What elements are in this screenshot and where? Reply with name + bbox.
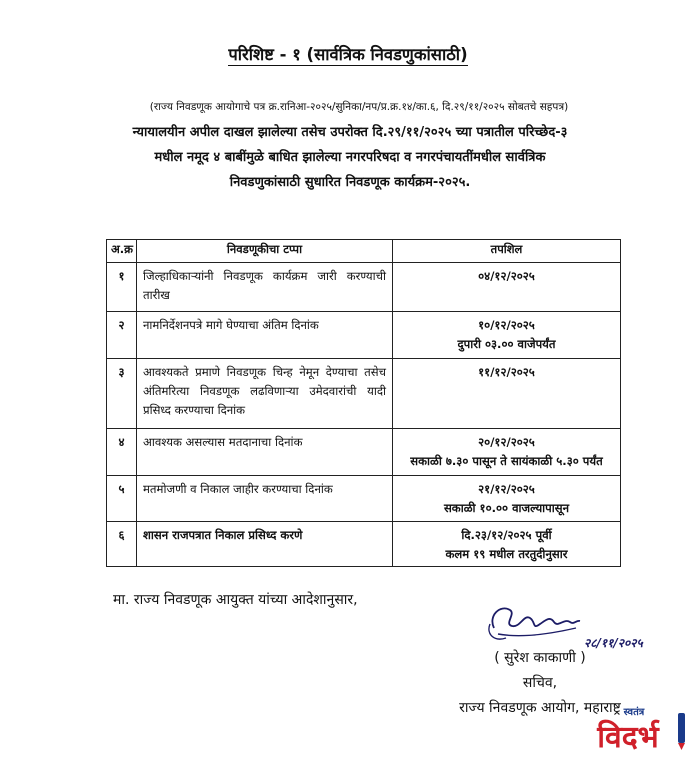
table-row [107, 476, 621, 522]
watermark-big-text: विदर्भ [597, 720, 659, 753]
table-row [107, 312, 621, 359]
row-detail [393, 522, 621, 567]
table-row [107, 263, 621, 312]
row-detail-line: २०/१२/२०२५ [478, 435, 535, 449]
row-number: २ [107, 312, 137, 359]
row-detail-line: कलम १९ मधील तरतुदीनुसार [445, 547, 568, 561]
election-schedule-table [106, 239, 621, 567]
row-number: ५ [107, 476, 137, 522]
row-stage: जिल्हाधिकाऱ्यांनी निवडणूक कार्यक्रम जारी करण्याची तारीख [137, 263, 393, 312]
row-detail-line: सकाळी ७.३० पासून ते सायंकाळी ५.३० पर्यंत [410, 454, 603, 468]
intro-line: न्यायालयीन अपील दाखल झालेल्या तसेच उपरोक्त दि.२९/११/२०२५ च्या पत्रातील परिच्छेद-३ [132, 125, 568, 140]
reference-line: (राज्य निवडणूक आयोगाचे पत्र क्र.रानिआ-२०२५/सुनिका/नप/प्र.क्र.१४/का.६, दि.२९/११/२०२५ सोबतचे सहपत्र) [149, 101, 569, 113]
row-number: ४ [107, 429, 137, 476]
signatory-name: ( सुरेश काकाणी ) [494, 650, 586, 666]
page-title [0, 42, 696, 65]
row-detail [393, 312, 621, 359]
row-detail-line: दुपारी ०३.०० वाजेपर्यंत [457, 337, 556, 351]
signatory-designation: सचिव, [522, 675, 558, 691]
row-detail [393, 359, 621, 429]
watermark-small-text: स्वतंत्र [623, 707, 645, 718]
table-row [107, 429, 621, 476]
row-detail [393, 263, 621, 312]
row-detail [393, 476, 621, 522]
signatory-office: राज्य निवडणूक आयोग, महाराष्ट्र [459, 700, 621, 716]
row-detail-line: २१/१२/२०२५ [478, 482, 535, 496]
signature-date: २८/११/२०२५ [584, 636, 643, 650]
row-stage: शासन राजपत्रात निकाल प्रसिध्द करणे [137, 522, 393, 567]
intro-paragraph [60, 120, 640, 195]
row-stage: आवश्यक असल्यास मतदानाचा दिनांक [137, 429, 393, 476]
row-detail-line: १०/१२/२०२५ [478, 318, 535, 332]
watermark-logo-graphic [566, 703, 692, 753]
table-row [107, 522, 621, 567]
row-stage: आवश्यकते प्रमाणे निवडणूक चिन्ह नेमून देण्याचा तसेच अंतिमरित्या निवडणूक लढविणाऱ्या उमेदवारांची यादी प्रसिध्द करण्याचा दिनांक [137, 359, 393, 429]
intro-line: मधील नमूद ४ बाबींमुळे बाधित झालेल्या नगरपरिषदा व नगरपंचायतींमधील सार्वत्रिक [154, 150, 546, 165]
row-detail-line: दि.२३/१२/२०२५ पूर्वी [461, 528, 552, 542]
row-detail [393, 429, 621, 476]
row-detail-line: सकाळी १०.०० वाजल्यापासून [443, 501, 570, 515]
page-title-text: परिशिष्ट - १ (सार्वत्रिक निवडणुकांसाठी) [228, 45, 468, 64]
column-header-detail: तपशिल [393, 240, 621, 263]
row-stage: नामनिर्देशनपत्रे मागे घेण्याचा अंतिम दिनांक [137, 312, 393, 359]
order-line: मा. राज्य निवडणूक आयुक्त यांच्या आदेशानुसार, [113, 592, 358, 608]
row-number: ३ [107, 359, 137, 429]
pen-tip [678, 743, 685, 750]
row-number: १ [107, 263, 137, 312]
row-detail-line: ११/१२/२०२५ [478, 365, 535, 379]
row-detail-line: ०४/१२/२०२५ [478, 269, 535, 283]
table-header-row [107, 240, 621, 263]
row-stage: मतमोजणी व निकाल जाहीर करण्याचा दिनांक [137, 476, 393, 522]
column-header-serial: अ.क्र [107, 240, 137, 263]
pen-icon [678, 713, 685, 743]
table-row [107, 359, 621, 429]
row-number: ६ [107, 522, 137, 567]
column-header-stage: निवडणूकीचा टप्पा [137, 240, 393, 263]
intro-line: निवडणुकांसाठी सुधारित निवडणूक कार्यक्रम-२०२५. [229, 175, 471, 190]
watermark-logo [566, 703, 692, 753]
